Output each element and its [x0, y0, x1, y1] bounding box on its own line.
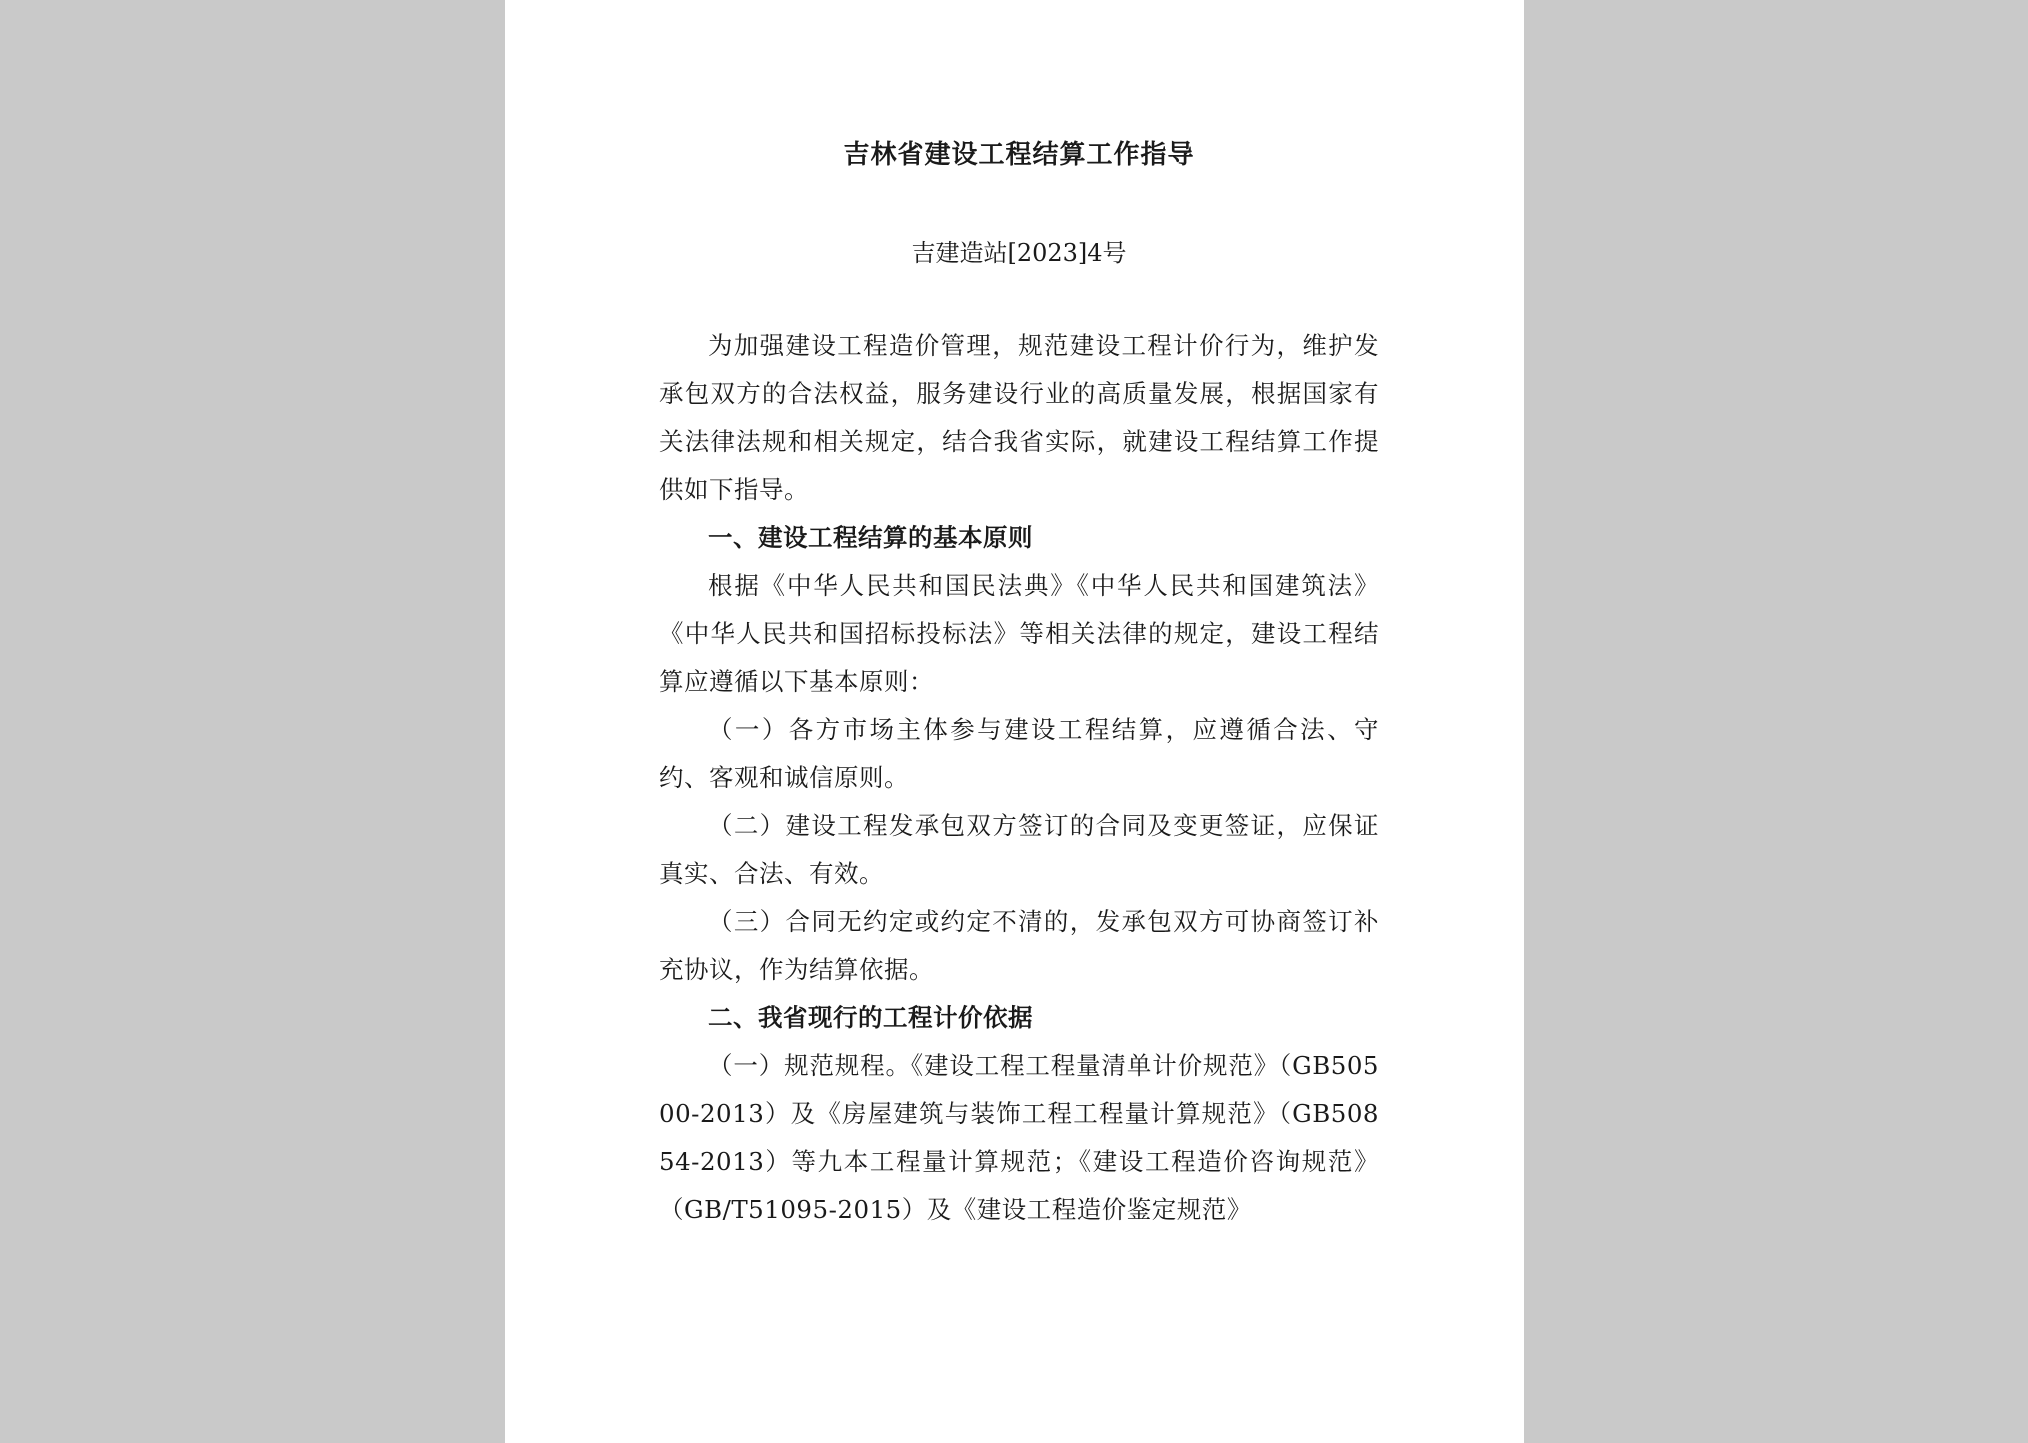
pricing-basis-item-1: （一）规范规程。《建设工程工程量清单计价规范》（GB50500-2013）及《房屋建筑与装饰工程工程量计算规范》（GB50854-2013）等九本工程量计算规范；《建设工程造价咨询规范》（GB/T51095-2015）及《建设工程造价鉴定规范》	[659, 1051, 1379, 1224]
principle-item-1: （一）各方市场主体参与建设工程结算，应遵循合法、守约、客观和诚信原则。	[659, 715, 1379, 792]
document-body	[659, 322, 1379, 1234]
principles-intro-paragraph: 根据《中华人民共和国民法典》《中华人民共和国建筑法》《中华人民共和国招标投标法》等相关法律的规定，建设工程结算应遵循以下基本原则：	[659, 571, 1379, 696]
document-number: 吉建造站[2023]4号	[911, 239, 1127, 267]
document-title: 吉林省建设工程结算工作指导	[843, 140, 1195, 170]
section-heading-2: 二、我省现行的工程计价依据	[708, 1003, 1033, 1032]
principle-item-2: （二）建设工程发承包双方签订的合同及变更签证，应保证真实、合法、有效。	[659, 811, 1379, 888]
principle-item-3: （三）合同无约定或约定不清的，发承包双方可协商签订补充协议，作为结算依据。	[659, 907, 1379, 984]
section-heading-1: 一、建设工程结算的基本原则	[708, 523, 1033, 552]
intro-paragraph: 为加强建设工程造价管理，规范建设工程计价行为，维护发承包双方的合法权益，服务建设行业的高质量发展，根据国家有关法律法规和相关规定，结合我省实际，就建设工程结算工作提供如下指导。	[659, 331, 1379, 504]
document-page	[505, 0, 1524, 1443]
